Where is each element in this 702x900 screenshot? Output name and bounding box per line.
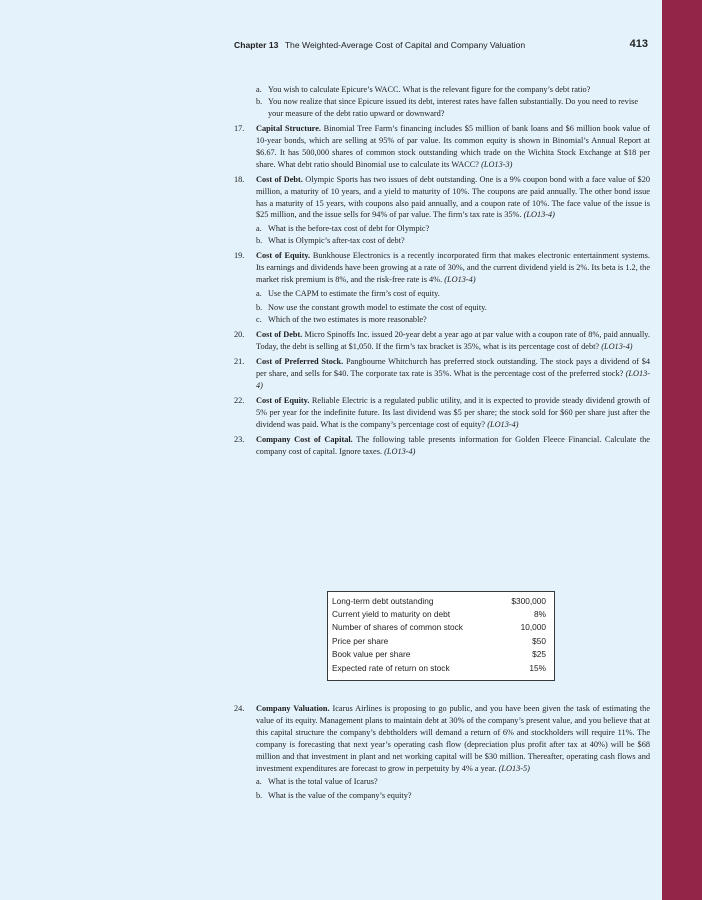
table-row: Price per share $50 — [332, 635, 546, 646]
table-row: Number of shares of common stock 10,000 — [332, 622, 546, 633]
table-row: Expected rate of return on stock 15% — [332, 662, 546, 673]
problem-18: 18. Cost of Debt. Olympic Sports has two issues of debt outstanding. One is a 9% coupon bond with a face value of $20 million, a maturity of 10 years, and a yield to maturity of 10%. The coupons are paid annually. The other bond issue has a maturity of 15 years, with coupons also paid annually, and a coupon rate of 10%. The face value of the issue is $25 million, and the issue sells for 94% of par value. The firm’s tax rate is 35%. (LO13-4) — [234, 174, 651, 220]
side-color-bar — [662, 0, 702, 900]
problem-16-part-b: b. You now realize that since Epicure issued its debt, interest rates have fallen substantially. Do you need to revise your measure of the debt ratio upward or downward? — [256, 96, 639, 118]
problem-18-part-b: b. What is Olympic’s after-tax cost of debt? — [256, 236, 405, 246]
problem-title: Cost of Debt. — [256, 174, 303, 184]
table-row: Current yield to maturity on debt 8% — [332, 609, 546, 620]
table-row: Book value per share $25 — [332, 649, 546, 660]
problem-19-part-a: a. Use the CAPM to estimate the firm’s cost of equity. — [256, 289, 440, 299]
problem-24-part-a: a. What is the total value of Icarus? — [256, 777, 378, 787]
problem-title: Capital Structure. — [256, 123, 321, 133]
problem-list-lower — [234, 703, 650, 802]
table-row: Long-term debt outstanding $300,000 — [332, 595, 546, 606]
golden-fleece-data-table — [327, 591, 555, 681]
learning-objective: (LO13-4) — [444, 275, 476, 285]
problem-title: Cost of Debt. — [256, 329, 303, 339]
learning-objective: (LO13-3) — [481, 159, 513, 169]
learning-objective: (LO13-4) — [601, 341, 633, 351]
chapter-label: Chapter 13 — [234, 40, 279, 50]
problem-19: 19. Cost of Equity. Bunkhouse Electronics is a recently incorporated firm that makes electronic entertainment systems. Its earnings and dividends have been growing at a rate of 30%, and the current dividend yield is 2%. Its beta is 1.2, the market risk premium is 8%, and the risk-free rate is 4%. (LO13-4) — [234, 251, 650, 285]
running-header — [234, 40, 650, 54]
problem-title: Cost of Equity. — [256, 251, 311, 261]
problem-24: 24. Company Valuation. Icarus Airlines is proposing to go public, and you have been given the task of estimating the value of its equity. Management plans to maintain debt at 30% of the company’s present value, and you believe that at this capital structure the company’s debtholders will demand a return of 6% and stockholders will require 11%. The company is forecasting that next year’s operating cash flow (depreciation plus profit after tax at 40%) will be $68 million and that investment in plant and net working capital will be $30 million. Thereafter, operating cash flows and investment expenditures are forecast to grow in perpetuity by 4% a year. (LO13-5) — [234, 704, 650, 773]
problem-title: Cost of Equity. — [256, 395, 310, 405]
problem-22: 22. Cost of Equity. Reliable Electric is a regulated public utility, and it is expected to provide steady dividend growth of 5% per year for the indefinite future. Its last dividend was $5 per share; the stock sold for $60 per share just after the dividend was paid. What is the company’s percentage cost of equity? (LO13-4) — [234, 395, 650, 429]
problem-20: 20. Cost of Debt. Micro Spinoffs Inc. issued 20-year debt a year ago at par value with a coupon rate of 8%, paid annually. Today, the debt is selling at $1,050. If the firm’s tax bracket is 35%, what is its percentage cost of debt? (LO13-4) — [234, 329, 650, 351]
page-number: 413 — [629, 38, 648, 50]
problem-21: 21. Cost of Preferred Stock. Pangbourne Whitchurch has preferred stock outstanding. The stock pays a dividend of $4 per share, and sells for $40. The corporate tax rate is 35%. What is the percentage cost of the preferred stock? (LO13-4) — [234, 356, 651, 390]
chapter-title: The Weighted-Average Cost of Capital and Company Valuation — [284, 40, 526, 50]
problem-24-part-b: b. What is the value of the company’s equity? — [256, 791, 412, 801]
problem-16-part-a: a. You wish to calculate Epicure’s WACC. What is the relevant figure for the company’s debt ratio? — [256, 85, 591, 94]
problem-23: 23. Company Cost of Capital. The following table presents information for Golden Fleece Financial. Calculate the company cost of capital. Ignore taxes. (LO13-4) — [234, 434, 650, 456]
learning-objective: (LO13-4) — [384, 446, 416, 456]
problem-title: Company Valuation. — [256, 704, 330, 713]
learning-objective: (LO13-4) — [523, 210, 555, 220]
problem-17: 17. Capital Structure. Binomial Tree Farm’s financing includes $5 million of bank loans and $6 million book value of 10-year bonds, which are selling at 95% of par value. Its common equity is shown in Binomial’s Annual Report at $6.67. It has 500,000 shares of common stock outstanding which trade on the Wichita Stock Exchange at $18 per share. What debt ratio should Binomial use to calculate its WACC? (LO13-3) — [234, 123, 651, 169]
problem-title: Company Cost of Capital. — [256, 434, 353, 444]
problem-19-part-b: b. Now use the constant growth model to estimate the cost of equity. — [256, 302, 487, 312]
problem-19-part-c: c. Which of the two estimates is more reasonable? — [256, 314, 427, 324]
learning-objective: (LO13-5) — [498, 763, 530, 773]
learning-objective: (LO13-4) — [487, 419, 519, 429]
problem-18-part-a: a. What is the before-tax cost of debt for Olympic? — [256, 224, 430, 234]
problem-list-upper — [234, 84, 650, 458]
problem-title: Cost of Preferred Stock. — [256, 356, 344, 366]
learning-objective: (LO13-4) — [256, 368, 651, 390]
